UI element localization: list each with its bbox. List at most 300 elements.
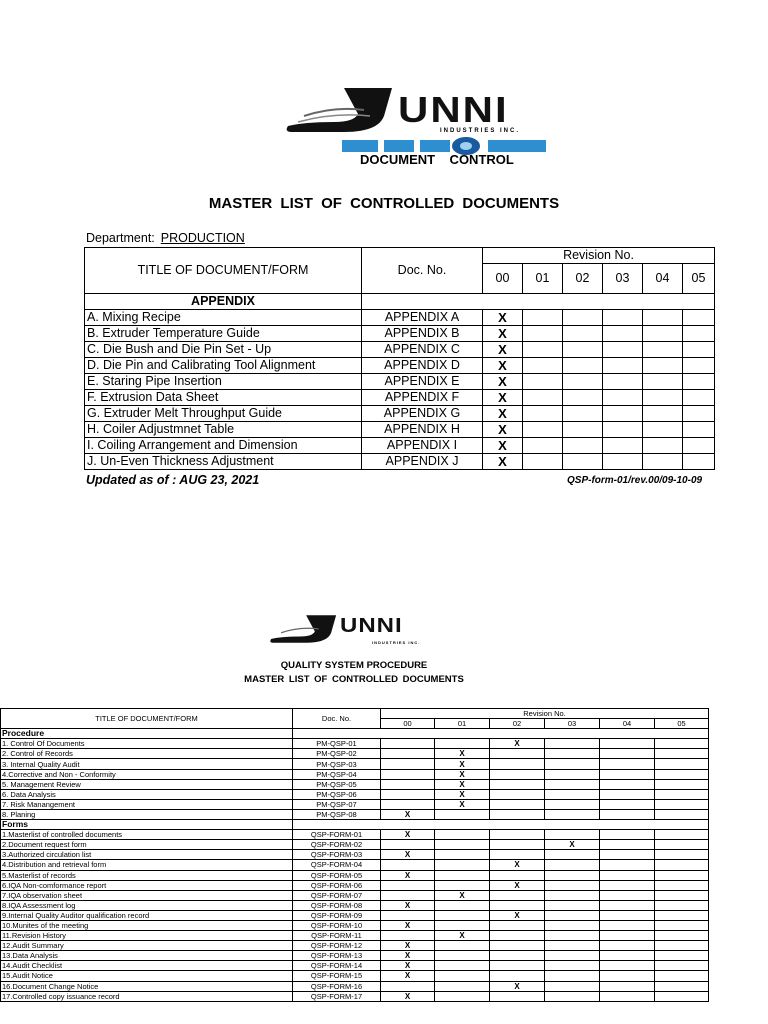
table-row [1, 789, 709, 799]
revision-mark-cell [603, 454, 643, 470]
revision-mark-cell [490, 870, 545, 880]
doc-title-cell: G. Extruder Melt Throughput Guide [85, 406, 362, 422]
revision-mark-cell [683, 454, 715, 470]
revision-mark-cell [435, 830, 490, 840]
revision-mark-cell: X [490, 910, 545, 920]
doc-title-cell: 6. Data Analysis [1, 789, 293, 799]
revision-mark-cell [381, 880, 435, 890]
doc-number-cell: QSP-FORM-01 [293, 830, 381, 840]
table-row [85, 342, 715, 358]
revision-mark-cell [603, 358, 643, 374]
header-doc-no: Doc. No. [362, 248, 483, 294]
revision-mark-cell: X [483, 406, 523, 422]
revision-mark-cell [600, 951, 655, 961]
revision-mark-cell: X [483, 438, 523, 454]
section-heading: Forms [1, 820, 293, 830]
header-doc-no: Doc. No. [293, 709, 381, 729]
header-revision: Revision No. [483, 248, 715, 264]
revision-mark-cell [381, 739, 435, 749]
revision-mark-cell [435, 840, 490, 850]
section-heading: APPENDIX [85, 294, 362, 310]
revision-mark-cell [545, 779, 600, 789]
revision-mark-cell [490, 850, 545, 860]
table-row [1, 890, 709, 900]
revision-mark-cell [545, 890, 600, 900]
revision-mark-cell [600, 779, 655, 789]
doc-title-cell: 14.Audit Checklist [1, 961, 293, 971]
revision-mark-cell [435, 941, 490, 951]
doc-number-cell: QSP-FORM-15 [293, 971, 381, 981]
header-rev-00: 00 [483, 264, 523, 294]
revision-mark-cell: X [490, 860, 545, 870]
revision-mark-cell [435, 951, 490, 961]
qsp-table [0, 708, 709, 1002]
revision-mark-cell [683, 422, 715, 438]
doc-number-cell: PM-QSP-05 [293, 779, 381, 789]
doc-title-cell: D. Die Pin and Calibrating Tool Alignment [85, 358, 362, 374]
revision-mark-cell [683, 438, 715, 454]
revision-mark-cell: X [435, 931, 490, 941]
revision-mark-cell [490, 961, 545, 971]
revision-mark-cell [600, 759, 655, 769]
appendix-table [84, 247, 715, 470]
revision-mark-cell [490, 809, 545, 819]
doc-title-cell: 11.Revision History [1, 931, 293, 941]
revision-mark-cell [545, 981, 600, 991]
revision-mark-cell [600, 880, 655, 890]
revision-mark-cell [600, 749, 655, 759]
revision-mark-cell [643, 406, 683, 422]
company-logo-small [268, 612, 434, 648]
revision-mark-cell: X [483, 358, 523, 374]
table-row [1, 920, 709, 930]
revision-mark-cell [683, 310, 715, 326]
doc-title-cell: 1.Masterlist of controlled documents [1, 830, 293, 840]
header-rev-00: 00 [381, 719, 435, 729]
header-rev-02: 02 [490, 719, 545, 729]
revision-mark-cell: X [381, 991, 435, 1001]
table-row [1, 759, 709, 769]
revision-mark-cell [600, 870, 655, 880]
doc-number-cell: APPENDIX G [362, 406, 483, 422]
doc-title-cell: A. Mixing Recipe [85, 310, 362, 326]
revision-mark-cell [603, 406, 643, 422]
revision-mark-cell [600, 789, 655, 799]
document-control-label: DOCUMENT CONTROL [360, 152, 514, 167]
revision-mark-cell: X [483, 454, 523, 470]
revision-mark-cell [435, 739, 490, 749]
revision-mark-cell: X [381, 870, 435, 880]
header-rev-02: 02 [563, 264, 603, 294]
doc-title-cell: B. Extruder Temperature Guide [85, 326, 362, 342]
revision-mark-cell [655, 830, 709, 840]
table-row [85, 326, 715, 342]
doc-number-cell: APPENDIX F [362, 390, 483, 406]
doc-title-cell: F. Extrusion Data Sheet [85, 390, 362, 406]
doc-number-cell: PM-QSP-02 [293, 749, 381, 759]
revision-mark-cell [655, 759, 709, 769]
doc-number-cell: QSP-FORM-17 [293, 991, 381, 1001]
revision-mark-cell [523, 390, 563, 406]
doc-title-cell: 10.Munites of the meeting [1, 920, 293, 930]
doc-number-cell: APPENDIX A [362, 310, 483, 326]
table-row [1, 981, 709, 991]
revision-mark-cell: X [490, 880, 545, 890]
doc-number-cell: PM-QSP-04 [293, 769, 381, 779]
logo-swoosh-icon [268, 614, 338, 644]
header-rev-01: 01 [435, 719, 490, 729]
revision-mark-cell [655, 910, 709, 920]
revision-mark-cell [683, 374, 715, 390]
revision-mark-cell [600, 971, 655, 981]
revision-mark-cell [545, 769, 600, 779]
table-row [1, 850, 709, 860]
revision-mark-cell: X [483, 326, 523, 342]
revision-mark-cell [600, 900, 655, 910]
revision-mark-cell [603, 310, 643, 326]
revision-mark-cell [523, 374, 563, 390]
table-row [85, 406, 715, 422]
revision-mark-cell [563, 342, 603, 358]
revision-mark-cell [655, 789, 709, 799]
revision-mark-cell [643, 310, 683, 326]
doc-title-cell: 1. Control Of Documents [1, 739, 293, 749]
revision-mark-cell [563, 406, 603, 422]
revision-mark-cell: X [381, 830, 435, 840]
table-row [1, 739, 709, 749]
doc-title-cell: 8.IQA Assessment log [1, 900, 293, 910]
table-row [85, 454, 715, 470]
revision-mark-cell [683, 326, 715, 342]
revision-mark-cell [655, 931, 709, 941]
section-row [1, 820, 709, 830]
revision-mark-cell [381, 779, 435, 789]
revision-mark-cell [655, 991, 709, 1001]
revision-mark-cell [435, 880, 490, 890]
revision-mark-cell [381, 840, 435, 850]
revision-mark-cell [600, 739, 655, 749]
revision-mark-cell [490, 759, 545, 769]
table-row [85, 358, 715, 374]
revision-mark-cell [655, 971, 709, 981]
doc-number-cell: QSP-FORM-08 [293, 900, 381, 910]
doc-title-cell: 2.Document request form [1, 840, 293, 850]
doc-title-cell: 12.Audit Summary [1, 941, 293, 951]
doc-number-cell: PM-QSP-06 [293, 789, 381, 799]
revision-mark-cell [655, 739, 709, 749]
revision-mark-cell [545, 809, 600, 819]
doc-title-cell: 7. Risk Manangement [1, 799, 293, 809]
revision-mark-cell [545, 789, 600, 799]
revision-mark-cell: X [483, 390, 523, 406]
revision-mark-cell [600, 941, 655, 951]
doc-number-cell: QSP-FORM-13 [293, 951, 381, 961]
doc-number-cell: QSP-FORM-04 [293, 860, 381, 870]
revision-mark-cell [655, 890, 709, 900]
table-row [1, 941, 709, 951]
revision-mark-cell: X [381, 809, 435, 819]
revision-mark-cell [545, 931, 600, 941]
table-row [85, 438, 715, 454]
header-rev-03: 03 [603, 264, 643, 294]
revision-mark-cell [435, 981, 490, 991]
logo-wordmark: UNNI [340, 614, 403, 638]
doc-title-cell: 7.IQA observation sheet [1, 890, 293, 900]
revision-mark-cell: X [483, 342, 523, 358]
doc-number-cell: QSP-FORM-06 [293, 880, 381, 890]
section-spacer [293, 820, 709, 830]
revision-mark-cell [490, 779, 545, 789]
revision-mark-cell [490, 971, 545, 981]
revision-mark-cell [563, 326, 603, 342]
revision-mark-cell [545, 870, 600, 880]
header-rev-05: 05 [655, 719, 709, 729]
revision-mark-cell [655, 799, 709, 809]
doc-title-cell: 13.Data Analysis [1, 951, 293, 961]
revision-mark-cell [490, 769, 545, 779]
revision-mark-cell [655, 840, 709, 850]
revision-mark-cell [600, 890, 655, 900]
doc-number-cell: QSP-FORM-07 [293, 890, 381, 900]
revision-mark-cell: X [381, 920, 435, 930]
logo-tagline: INDUSTRIES INC. [372, 640, 421, 645]
logo-tagline: INDUSTRIES INC. [440, 128, 521, 134]
logo-swoosh-icon [284, 86, 394, 134]
revision-mark-cell: X [490, 981, 545, 991]
revision-mark-cell: X [381, 961, 435, 971]
revision-mark-cell: X [381, 850, 435, 860]
revision-mark-cell: X [545, 840, 600, 850]
revision-mark-cell: X [435, 890, 490, 900]
revision-mark-cell: X [381, 971, 435, 981]
table-row [85, 422, 715, 438]
revision-mark-cell [381, 860, 435, 870]
revision-mark-cell [545, 739, 600, 749]
revision-mark-cell [603, 326, 643, 342]
revision-mark-cell [655, 850, 709, 860]
doc-title-cell: 6.IQA Non-comformance report [1, 880, 293, 890]
revision-mark-cell [545, 830, 600, 840]
department-line [86, 231, 245, 245]
header-title: TITLE OF DOCUMENT/FORM [1, 709, 293, 729]
revision-mark-cell [683, 406, 715, 422]
revision-mark-cell [655, 870, 709, 880]
revision-mark-cell [563, 422, 603, 438]
revision-mark-cell [490, 799, 545, 809]
revision-mark-cell [600, 840, 655, 850]
header-title: TITLE OF DOCUMENT/FORM [85, 248, 362, 294]
revision-mark-cell [545, 961, 600, 971]
revision-mark-cell [563, 454, 603, 470]
revision-mark-cell [545, 860, 600, 870]
revision-mark-cell [435, 971, 490, 981]
revision-mark-cell [545, 900, 600, 910]
revision-mark-cell [600, 799, 655, 809]
revision-mark-cell [600, 981, 655, 991]
revision-mark-cell: X [483, 310, 523, 326]
revision-mark-cell [563, 374, 603, 390]
revision-mark-cell [600, 850, 655, 860]
revision-mark-cell [381, 769, 435, 779]
revision-mark-cell [490, 840, 545, 850]
revision-mark-cell [490, 749, 545, 759]
revision-mark-cell [523, 342, 563, 358]
doc-title-cell: I. Coiling Arrangement and Dimension [85, 438, 362, 454]
logo-wordmark: UNNI [398, 89, 509, 130]
doc-title-cell: 3.Authorized circulation list [1, 850, 293, 860]
revision-mark-cell [545, 941, 600, 951]
revision-mark-cell [381, 799, 435, 809]
revision-mark-cell [490, 789, 545, 799]
table-row [1, 809, 709, 819]
revision-mark-cell [435, 870, 490, 880]
revision-mark-cell [655, 920, 709, 930]
revision-mark-cell [643, 438, 683, 454]
doc-number-cell: PM-QSP-01 [293, 739, 381, 749]
revision-mark-cell [490, 900, 545, 910]
revision-mark-cell [683, 390, 715, 406]
revision-mark-cell [490, 941, 545, 951]
revision-mark-cell [655, 900, 709, 910]
revision-mark-cell: X [435, 769, 490, 779]
revision-mark-cell [381, 789, 435, 799]
revision-mark-cell [600, 931, 655, 941]
revision-mark-cell: X [435, 749, 490, 759]
header-rev-01: 01 [523, 264, 563, 294]
doc-title-cell: 3. Internal Quality Audit [1, 759, 293, 769]
doc-number-cell: QSP-FORM-10 [293, 920, 381, 930]
revision-mark-cell [545, 799, 600, 809]
doc-title-cell: E. Staring Pipe Insertion [85, 374, 362, 390]
doc-number-cell: QSP-FORM-03 [293, 850, 381, 860]
doc-title-cell: H. Coiler Adjustmnet Table [85, 422, 362, 438]
revision-mark-cell [523, 326, 563, 342]
revision-mark-cell [545, 951, 600, 961]
table-row [1, 799, 709, 809]
revision-mark-cell [490, 951, 545, 961]
revision-mark-cell [655, 951, 709, 961]
table-row [1, 880, 709, 890]
revision-mark-cell [545, 749, 600, 759]
revision-mark-cell [603, 422, 643, 438]
revision-mark-cell [490, 991, 545, 1001]
revision-mark-cell [600, 991, 655, 1001]
revision-mark-cell [600, 860, 655, 870]
revision-mark-cell [655, 749, 709, 759]
header-rev-03: 03 [545, 719, 600, 729]
revision-mark-cell [435, 991, 490, 1001]
revision-mark-cell [381, 910, 435, 920]
doc-number-cell: QSP-FORM-09 [293, 910, 381, 920]
revision-mark-cell [603, 374, 643, 390]
revision-mark-cell [600, 830, 655, 840]
revision-mark-cell [545, 920, 600, 930]
revision-mark-cell [655, 809, 709, 819]
revision-mark-cell [603, 342, 643, 358]
form-code: QSP-form-01/rev.00/09-10-09 [567, 475, 703, 486]
revision-mark-cell [435, 910, 490, 920]
revision-mark-cell [435, 860, 490, 870]
table-row [1, 779, 709, 789]
table-row [1, 749, 709, 759]
section-spacer [293, 729, 709, 739]
header-rev-04: 04 [643, 264, 683, 294]
table-row [1, 900, 709, 910]
revision-mark-cell [490, 920, 545, 930]
doc-number-cell: QSP-FORM-14 [293, 961, 381, 971]
doc-title-cell: 4.Distribution and retrieval form [1, 860, 293, 870]
revision-mark-cell [381, 759, 435, 769]
revision-mark-cell [643, 342, 683, 358]
doc-title-cell: 5.Masterlist of records [1, 870, 293, 880]
doc-number-cell: APPENDIX J [362, 454, 483, 470]
table-row [1, 961, 709, 971]
revision-mark-cell [603, 438, 643, 454]
doc-title-cell: C. Die Bush and Die Pin Set - Up [85, 342, 362, 358]
doc-title-cell: 17.Controlled copy issuance record [1, 991, 293, 1001]
revision-mark-cell [655, 961, 709, 971]
revision-mark-cell: X [435, 779, 490, 789]
header-rev-04: 04 [600, 719, 655, 729]
doc-number-cell: APPENDIX C [362, 342, 483, 358]
revision-mark-cell [490, 931, 545, 941]
table-row [85, 390, 715, 406]
doc-number-cell: QSP-FORM-02 [293, 840, 381, 850]
doc-title-cell: 15.Audit Notice [1, 971, 293, 981]
table-row [1, 870, 709, 880]
doc-number-cell: QSP-FORM-05 [293, 870, 381, 880]
revision-mark-cell [643, 374, 683, 390]
revision-mark-cell [563, 390, 603, 406]
department-value: PRODUCTION [160, 231, 245, 245]
page-title: MASTER LIST OF CONTROLLED DOCUMENTS [208, 195, 560, 212]
revision-mark-cell: X [381, 900, 435, 910]
revision-mark-cell [381, 749, 435, 759]
revision-mark-cell [600, 809, 655, 819]
revision-mark-cell: X [483, 374, 523, 390]
revision-mark-cell [563, 438, 603, 454]
table-row [1, 910, 709, 920]
table-row [1, 951, 709, 961]
doc-title-cell: 8. Planing [1, 809, 293, 819]
doc-number-cell: APPENDIX E [362, 374, 483, 390]
doc-number-cell: PM-QSP-03 [293, 759, 381, 769]
revision-mark-cell: X [381, 941, 435, 951]
doc-number-cell: QSP-FORM-11 [293, 931, 381, 941]
doc-number-cell: APPENDIX D [362, 358, 483, 374]
revision-mark-cell [603, 390, 643, 406]
table-row [85, 374, 715, 390]
revision-mark-cell [643, 358, 683, 374]
revision-mark-cell [643, 390, 683, 406]
revision-mark-cell [545, 991, 600, 1001]
section-row [1, 729, 709, 739]
doc-number-cell: PM-QSP-08 [293, 809, 381, 819]
revision-mark-cell [523, 358, 563, 374]
table-row [85, 310, 715, 326]
revision-mark-cell [643, 454, 683, 470]
table-row [1, 769, 709, 779]
revision-mark-cell [545, 850, 600, 860]
revision-mark-cell [600, 961, 655, 971]
doc-title-cell: 4.Corrective and Non - Conformity [1, 769, 293, 779]
table-row [1, 840, 709, 850]
revision-mark-cell: X [490, 739, 545, 749]
doc-number-cell: APPENDIX H [362, 422, 483, 438]
doc-title-cell: 5. Management Review [1, 779, 293, 789]
header-rev-05: 05 [683, 264, 715, 294]
procedure-heading: QUALITY SYSTEM PROCEDURE [280, 660, 428, 671]
